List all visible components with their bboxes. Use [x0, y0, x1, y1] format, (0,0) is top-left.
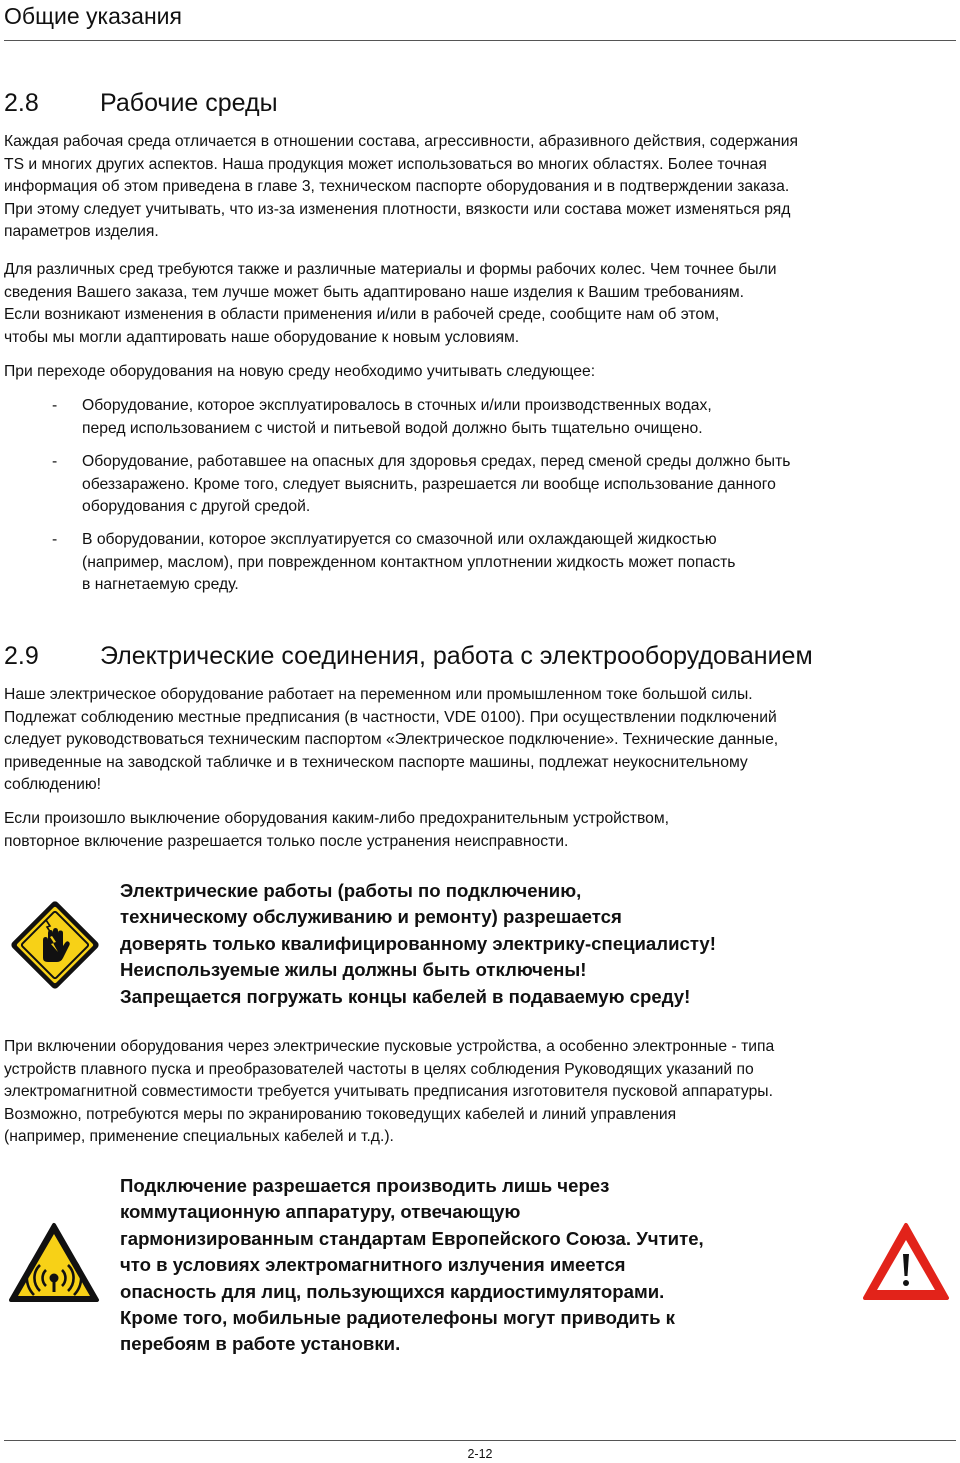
- electromagnetic-radiation-warning-icon: [8, 1222, 100, 1309]
- text-line: доверять только квалифицированному электрику-специалисту!: [120, 932, 716, 954]
- bullet-dash: -: [52, 453, 58, 470]
- electric-shock-hand-icon: [10, 900, 100, 995]
- text-line: устройств плавного пуска и преобразователей частоты в целях соблюдения Руководящих указаний по: [4, 1060, 754, 1078]
- text-line: Подключение разрешается производить лишь через: [120, 1175, 610, 1196]
- text-line: Оборудование, которое эксплуатировалось в сточных и/или производственных водах,: [82, 397, 712, 414]
- paragraph-media-properties: [4, 131, 798, 244]
- text-line: параметров изделия.: [4, 223, 159, 240]
- paragraph-protective-shutdown: [4, 808, 669, 853]
- text-line: перебоям в работе установки.: [120, 1333, 401, 1355]
- bullet-dash: -: [52, 397, 58, 414]
- text-line: Неиспользуемые жилы должны быть отключены!: [120, 959, 587, 981]
- paragraph-media-change: [4, 361, 595, 384]
- text-line: Электрические работы (работы по подключению,: [120, 880, 582, 901]
- warning-note-electrical-work: [120, 878, 716, 1010]
- text-line: При этому следует учитывать, что из-за изменения плотности, вязкости или состава может изменяться ряд: [4, 200, 791, 218]
- footer-rule: [4, 1440, 956, 1441]
- general-warning-icon: [862, 1222, 950, 1307]
- text-line: информация об этом приведена в главе 3, техническом паспорте оборудования и в подтверждении заказа.: [4, 178, 790, 195]
- bullet-dash: -: [52, 531, 58, 548]
- text-line: Для различных сред требуются также и различные материалы и формы рабочих колес. Чем точнее были: [4, 261, 777, 278]
- text-line: Если возникают изменения в области применения и/или в рабочей среде, сообщите нам об этом,: [4, 306, 720, 323]
- text-line: техническому обслуживанию и ремонту) разрешается: [120, 906, 622, 928]
- text-line: (например, применение специальных кабелей и т.д.).: [4, 1128, 394, 1145]
- paragraph-materials: [4, 259, 777, 349]
- text-line: опасность для лиц, пользующихся кардиостимуляторами.: [120, 1280, 665, 1302]
- text-line: сведения Вашего заказа, тем лучше может быть адаптировано наше изделия к Вашим требованиям.: [4, 283, 745, 301]
- section-title: Электрические соединения, работа с электрооборудованием: [100, 642, 813, 670]
- text-line: Подлежат соблюдению местные предписания (в частности, VDE 0100). При осуществлении подключений: [4, 708, 777, 726]
- text-line: чтобы мы могли адаптировать наше оборудование к новым условиям.: [4, 328, 520, 346]
- section-heading-2-8: [4, 88, 278, 118]
- text-line: коммутационную аппаратуру, отвечающую: [120, 1201, 521, 1223]
- text-line: При включении оборудования через электрические пусковые устройства, а особенно электронные - типа: [4, 1038, 775, 1055]
- section-number: 2.8: [4, 89, 39, 117]
- warning-note-switchgear: [120, 1173, 704, 1358]
- text-line: Если произошло выключение оборудования каким-либо предохранительным устройством,: [4, 810, 669, 827]
- text-line: оборудования с другой средой.: [82, 498, 311, 515]
- text-line: соблюдению!: [4, 776, 102, 793]
- text-line: что в условиях электромагнитного излучения имеется: [120, 1254, 626, 1276]
- section-heading-2-9: [4, 641, 813, 671]
- text-line: следует руководствоваться техническим паспортом «Электрическое подключение». Технические данные,: [4, 731, 779, 748]
- text-line: повторное включение разрешается только после устранения неисправности.: [4, 832, 569, 850]
- page-number: 2-12: [467, 1447, 493, 1461]
- text-line: Возможно, потребуются меры по экранированию токоведущих кабелей и линий управления: [4, 1105, 677, 1123]
- text-line: Каждая рабочая среда отличается в отношении состава, агрессивности, абразивного действия, содержания: [4, 133, 799, 150]
- text-line: в нагнетаемую среду.: [82, 576, 239, 593]
- paragraph-electrical-equipment: [4, 684, 778, 797]
- section-title: Рабочие среды: [100, 89, 278, 117]
- text-line: Запрещается погружать концы кабелей в подаваемую среду!: [120, 985, 691, 1007]
- text-line: При переходе оборудования на новую среду необходимо учитывать следующее:: [4, 363, 596, 380]
- text-line: Оборудование, работавшее на опасных для здоровья средах, перед сменой среды должно быть: [82, 453, 791, 470]
- section-number: 2.9: [4, 642, 39, 670]
- text-line: гармонизированным стандартам Европейского Союза. Учтите,: [120, 1227, 704, 1249]
- text-line: Кроме того, мобильные радиотелефоны могут приводить к: [120, 1307, 675, 1329]
- text-line: перед использованием с чистой и питьевой водой должно быть тщательно очищено.: [82, 419, 703, 437]
- text-line: TS и многих других аспектов. Наша продукция может использоваться во многих областях. Более точная: [4, 155, 767, 173]
- text-line: обеззаражено. Кроме того, следует выяснить, разрешается ли вообще использование данного: [82, 475, 776, 493]
- page-header-title: Общие указания: [4, 3, 182, 29]
- text-line: Наше электрическое оборудование работает на переменном или промышленном токе большой силы.: [4, 686, 753, 703]
- text-line: электромагнитной совместимости требуется учитывать предписания изготовителя пусковой аппаратуры.: [4, 1083, 773, 1100]
- page-header: [4, 0, 956, 41]
- text-line: приведенные на заводской табличке и в техническом паспорте машины, подлежат неукоснительному: [4, 753, 748, 771]
- text-line: (например, маслом), при поврежденном контактном уплотнении жидкость может попасть: [82, 553, 736, 571]
- text-line: В оборудовании, которое эксплуатируется со смазочной или охлаждающей жидкостью: [82, 531, 717, 548]
- paragraph-emc: [4, 1036, 774, 1149]
